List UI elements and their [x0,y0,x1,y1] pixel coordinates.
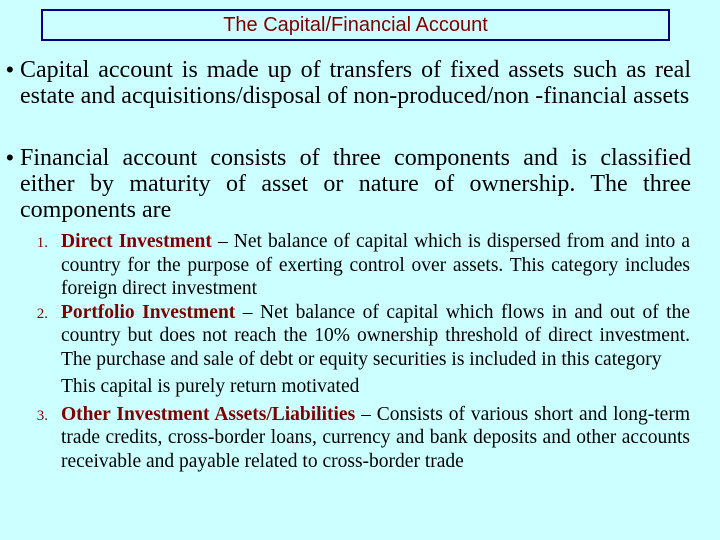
slide-title [41,9,670,41]
list-item-portfolio-investment [20,301,690,372]
bullet-financial-account [6,145,691,223]
item-heading: Direct Investment [61,231,212,252]
item-text: – Net balance of capital which is dispersed from and into a country for the purpose of exerting control over assets. This category includes foreign direct investment [61,231,690,299]
bullet-marker: • [6,145,14,170]
bullet-text: Financial account consists of three components and is classified either by maturity of asset or nature of ownership. The three components are [20,145,691,223]
item-text: – Consists of various short and long-term trade credits, cross-border loans, currency and bank deposits and other accounts receivable and payable related to cross-border trade [61,403,691,472]
list-number: 3. [36,407,48,424]
components-list [20,230,690,473]
item-heading: Portfolio Investment [61,301,236,323]
portfolio-note: This capital is purely return motivated [61,376,360,397]
slide-title-text: The Capital/Financial Account [223,13,488,36]
list-number: 1. [36,235,48,251]
item-heading: Other Investment Assets/Liabilities [61,403,356,425]
bullet-capital-account [6,57,691,109]
item-text: – Net balance of capital which flows in and out of the country but does not reach the 10% ownership threshold of direct investment. The purchase and sale of debt or equity securities is included in this category [61,301,690,370]
list-number: 2. [36,305,48,322]
list-item-direct-investment [20,230,690,301]
list-item-other-investment [20,403,690,474]
bullet-marker: • [6,57,14,82]
bullet-text: Capital account is made up of transfers of fixed assets such as real estate and acquisitions/disposal of non-produced/non -financial assets [20,57,691,109]
